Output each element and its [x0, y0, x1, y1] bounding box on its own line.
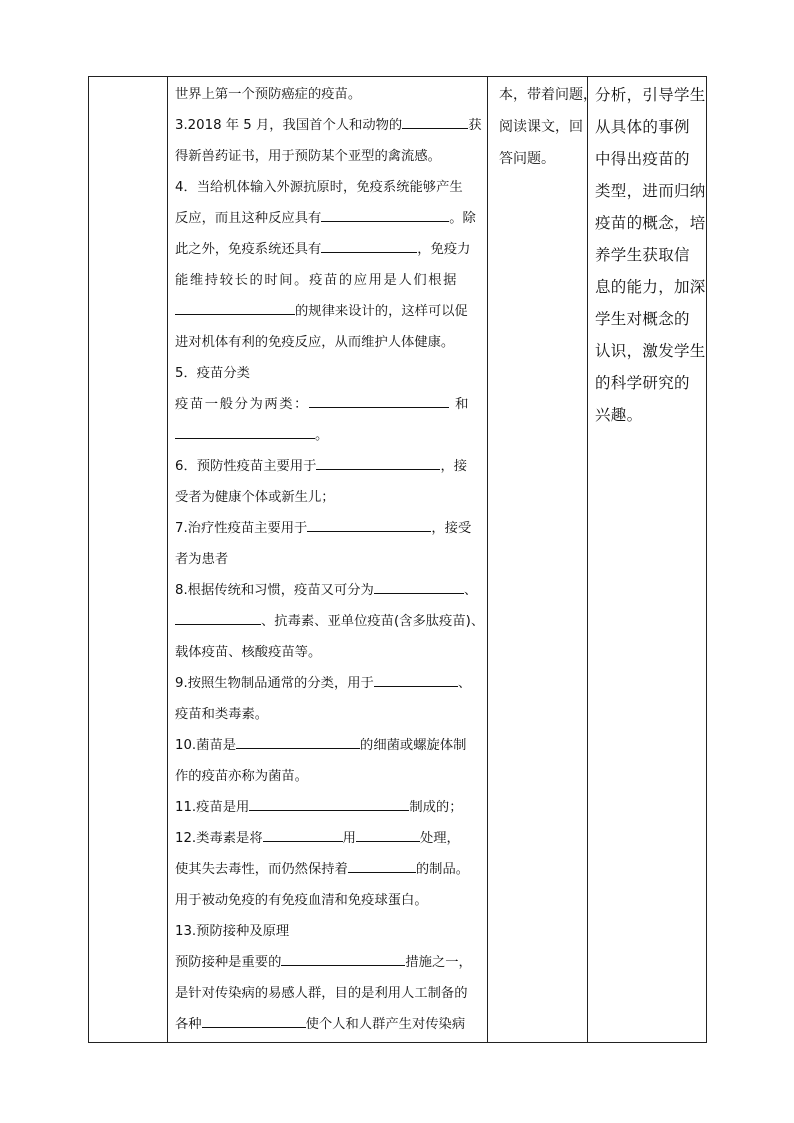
fill-in-blank[interactable]: [307, 518, 431, 532]
content-line: 进对机体有利的免疫反应，从而维护人体健康。: [175, 335, 455, 350]
intent-line: 类型，进而归纳: [595, 182, 706, 200]
activity-line: 答问题。: [499, 151, 555, 167]
student-activity-column: [493, 77, 597, 175]
intent-line: 的科学研究的: [595, 374, 690, 392]
content-line: 12.类毒素是将 用 处理，: [175, 823, 493, 854]
content-line: 6．预防性疫苗主要用于 ，接: [175, 451, 493, 482]
content-line: 11.疫苗是用 制成的；: [175, 792, 493, 823]
content-line: 、抗毒素、亚单位疫苗(含多肽疫苗)、: [175, 606, 493, 637]
intent-line: 分析，引导学生: [595, 86, 706, 104]
content-line: 载体疫苗、核酸疫苗等。: [175, 645, 322, 660]
content-line: 反应，而且这种反应具有 。除: [175, 203, 493, 234]
content-line: 预防接种是重要的 措施之一，: [175, 947, 493, 978]
fill-in-blank[interactable]: [321, 239, 417, 253]
activity-line: 阅读课文，回: [499, 119, 583, 135]
fill-in-blank[interactable]: [281, 952, 405, 966]
content-line: 世界上第一个预防癌症的疫苗。: [175, 87, 362, 102]
content-line: 7.治疗性疫苗主要用于 ，接受: [175, 513, 493, 544]
content-line: 此之外，免疫系统还具有 ，免疫力: [175, 234, 493, 265]
content-line: 用于被动免疫的有免疫血清和免疫球蛋白。: [175, 893, 428, 908]
column-divider: [587, 77, 588, 1042]
fill-in-blank[interactable]: [175, 425, 315, 439]
content-line: 10.菌苗是 的细菌或螺旋体制: [175, 730, 493, 761]
fill-in-blank[interactable]: [374, 673, 458, 687]
fill-in-blank[interactable]: [249, 797, 409, 811]
content-line: 3.2018 年 5 月，我国首个人和动物的 获: [175, 110, 493, 141]
fill-in-blank[interactable]: [236, 735, 360, 749]
intent-line: 养学生获取信: [595, 246, 690, 264]
content-line: 能维持较长的时间。疫苗的应用是人们根据: [175, 273, 459, 288]
column-divider: [167, 77, 168, 1042]
fill-in-blank[interactable]: [175, 301, 295, 315]
content-line: 4．当给机体输入外源抗原时，免疫系统能够产生: [175, 180, 463, 195]
content-line: 得新兽药证书，用于预防某个亚型的禽流感。: [175, 149, 441, 164]
activity-line: 本，带着问题，: [499, 87, 597, 103]
content-line: 是针对传染病的易感人群，目的是利用人工制备的: [175, 986, 468, 1001]
fill-in-blank[interactable]: [348, 859, 416, 873]
design-intent-column: [589, 77, 706, 431]
fill-in-blank[interactable]: [175, 611, 261, 625]
lesson-table: [88, 76, 707, 1043]
content-line: 各种 使个人和人群产生对传染病: [175, 1009, 493, 1040]
content-line: 的规律来设计的，这样可以促: [175, 296, 493, 327]
content-line: 作的疫苗亦称为菌苗。: [175, 769, 308, 784]
intent-line: 中得出疫苗的: [595, 150, 690, 168]
intent-line: 学生对概念的: [595, 310, 690, 328]
content-line: 8.根据传统和习惯，疫苗又可分为 、: [175, 575, 493, 606]
teaching-content-column: [173, 77, 493, 1040]
content-line: 。: [175, 420, 493, 451]
content-line: 者为患者: [175, 552, 229, 567]
intent-line: 息的能力，加深: [595, 278, 706, 296]
fill-in-blank[interactable]: [202, 1014, 306, 1028]
fill-in-blank[interactable]: [374, 580, 464, 594]
content-line: 使其失去毒性，而仍然保持着 的制品。: [175, 854, 493, 885]
fill-in-blank[interactable]: [356, 828, 420, 842]
intent-line: 疫苗的概念，培: [595, 214, 706, 232]
fill-in-blank[interactable]: [309, 394, 449, 408]
content-line: 疫苗和类毒素。: [175, 707, 269, 722]
fill-in-blank[interactable]: [316, 456, 440, 470]
fill-in-blank[interactable]: [321, 208, 449, 222]
content-line: 疫苗一般分为两类： 和: [175, 389, 493, 420]
content-line: 13.预防接种及原理: [175, 924, 290, 939]
content-line: 9.按照生物制品通常的分类，用于 、: [175, 668, 493, 699]
intent-line: 认识，激发学生: [595, 342, 706, 360]
intent-line: 从具体的事例: [595, 118, 690, 136]
content-line: 5．疫苗分类: [175, 366, 250, 381]
fill-in-blank[interactable]: [263, 828, 343, 842]
intent-line: 兴趣。: [595, 406, 643, 424]
fill-in-blank[interactable]: [402, 115, 468, 129]
content-line: 受者为健康个体或新生儿；: [175, 490, 335, 505]
